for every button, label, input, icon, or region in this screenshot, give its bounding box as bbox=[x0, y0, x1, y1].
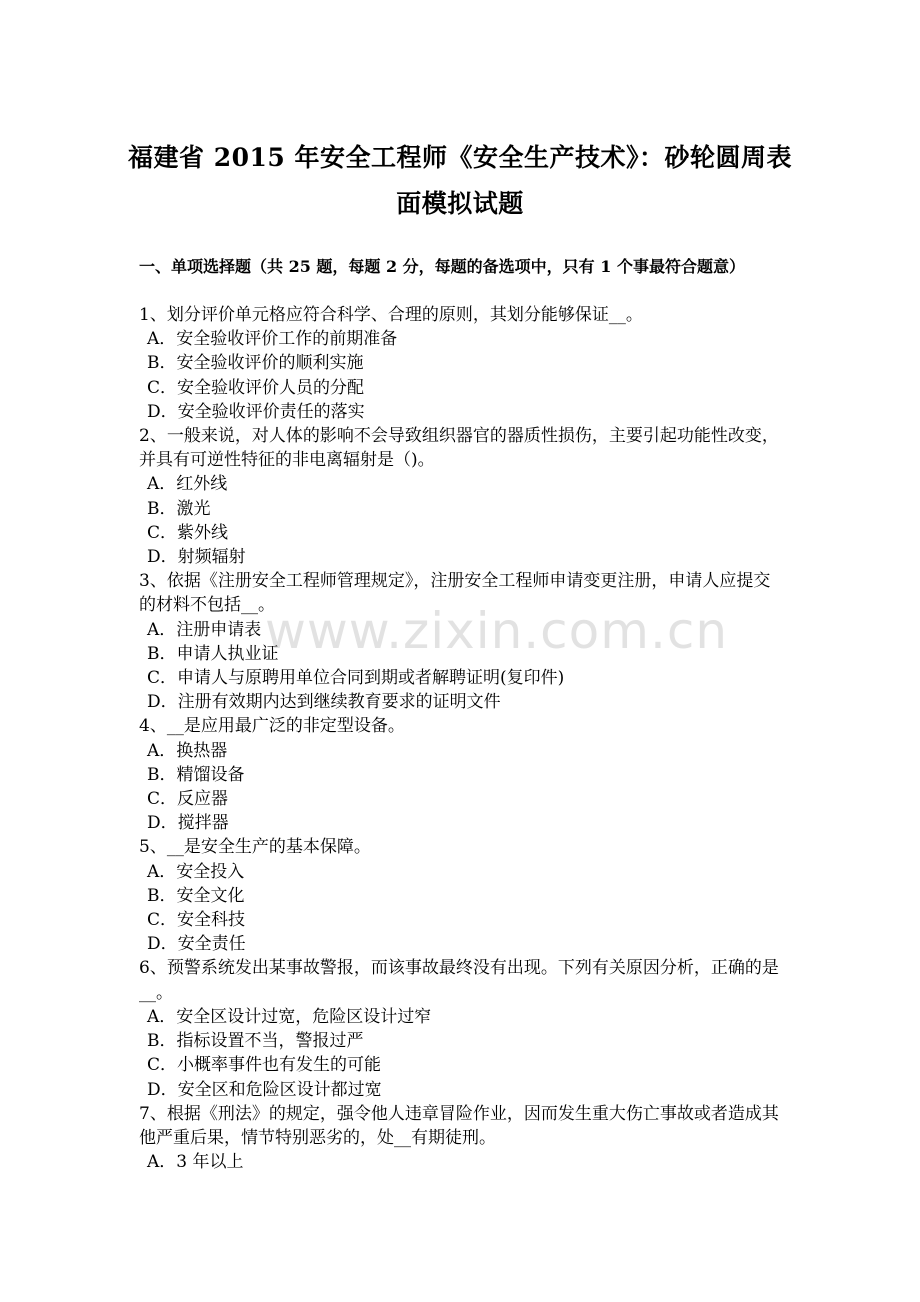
answer-option: A．安全验收评价工作的前期准备 bbox=[147, 329, 398, 350]
question-block bbox=[139, 1102, 784, 1175]
question-block bbox=[139, 714, 784, 835]
answer-option: B．精馏设备 bbox=[147, 764, 245, 785]
question-block bbox=[139, 424, 784, 569]
answer-option: C．安全验收评价人员的分配 bbox=[147, 377, 365, 398]
question-stem: 2、一般来说，对人体的影响不会导致组织器官的器质性损伤，主要引起功能性改变，并具有可逆性特征的非电离辐射是（)。 bbox=[139, 426, 779, 471]
question-block bbox=[139, 303, 784, 424]
answer-option: D．注册有效期内达到继续教育要求的证明文件 bbox=[147, 692, 501, 713]
question-list bbox=[139, 303, 784, 1174]
document-title-line-2: 面模拟试题 bbox=[396, 189, 524, 218]
question-stem: 3、依据《注册安全工程师管理规定》，注册安全工程师申请变更注册，申请人应提交的材料不包括__。 bbox=[139, 571, 771, 616]
answer-option: B．指标设置不当，警报过严 bbox=[147, 1031, 364, 1052]
answer-option: A．换热器 bbox=[147, 740, 228, 761]
answer-option: A．3 年以上 bbox=[147, 1152, 244, 1173]
question-stem: 7、根据《刑法》的规定，强令他人违章冒险作业，因而发生重大伤亡事故或者造成其他严重后果，情节特别恶劣的，处__有期徒刑。 bbox=[139, 1103, 779, 1148]
answer-option: B．激光 bbox=[147, 498, 211, 519]
question-stem: 4、__是应用最广泛的非定型设备。 bbox=[139, 716, 405, 737]
watermark: www.zixin.com.cn bbox=[265, 602, 729, 660]
answer-option: D．安全验收评价责任的落实 bbox=[147, 401, 365, 422]
answer-option: D．射频辐射 bbox=[147, 547, 246, 568]
answer-option: D．安全区和危险区设计都过宽 bbox=[147, 1079, 382, 1100]
answer-option: C．小概率事件也有发生的可能 bbox=[147, 1055, 382, 1076]
answer-option: B．安全文化 bbox=[147, 885, 245, 906]
answer-option: A．红外线 bbox=[147, 474, 228, 495]
answer-option: C．反应器 bbox=[147, 789, 229, 810]
answer-option: A．安全区设计过宽，危险区设计过窄 bbox=[147, 1006, 432, 1027]
question-stem: 1、划分评价单元格应符合科学、合理的原则，其划分能够保证__。 bbox=[139, 305, 643, 325]
question-stem: 5、__是安全生产的基本保障。 bbox=[139, 837, 371, 858]
answer-option: A．注册申请表 bbox=[147, 619, 262, 640]
answer-option: D．安全责任 bbox=[147, 934, 246, 955]
answer-option: A．安全投入 bbox=[147, 861, 245, 882]
answer-option: C．申请人与原聘用单位合同到期或者解聘证明(复印件) bbox=[147, 668, 565, 689]
document-title-line-1: 福建省 2015 年安全工程师《安全生产技术》：砂轮圆周表 bbox=[128, 143, 792, 172]
question-block bbox=[139, 956, 784, 1101]
question-block bbox=[139, 835, 784, 956]
answer-option: D．搅拌器 bbox=[147, 813, 229, 834]
question-stem: 6、预警系统发出某事故警报，而该事故最终没有出现。下列有关原因分析，正确的是__。 bbox=[139, 958, 779, 1003]
answer-option: B．申请人执业证 bbox=[147, 643, 279, 664]
question-block bbox=[139, 569, 784, 714]
section-heading: 一、单项选择题（共 25 题，每题 2 分，每题的备选项中，只有 1 个事最符合题意） bbox=[139, 257, 745, 276]
answer-option: C．安全科技 bbox=[147, 910, 246, 931]
answer-option: C．紫外线 bbox=[147, 522, 229, 543]
answer-option: B．安全验收评价的顺利实施 bbox=[147, 353, 364, 374]
